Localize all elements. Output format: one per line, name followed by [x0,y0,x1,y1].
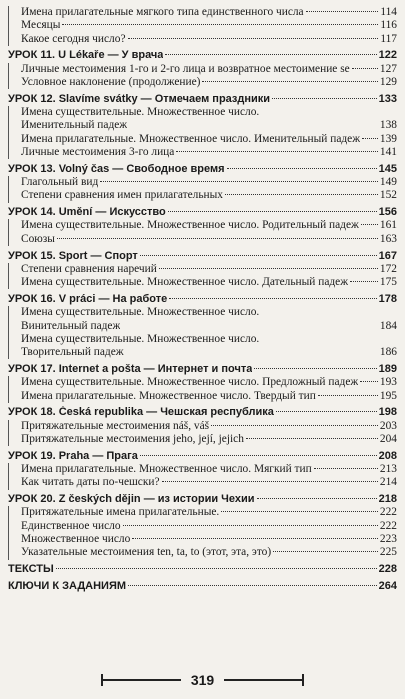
toc-entry-title: ТЕКСТЫ [8,563,54,576]
toc-entry-row [8,333,397,346]
toc-page-number: 198 [378,406,397,419]
dot-leader [176,151,378,152]
toc-entry-title: Имена существительные. Множественное число. [21,106,260,119]
dot-leader [62,24,378,25]
toc-entry-row [8,463,397,476]
page-number: 319 [190,672,215,688]
toc-page-number: 122 [378,49,397,62]
toc-entry-row [8,189,397,202]
toc-page-number: 203 [379,419,397,432]
dot-leader [132,538,378,539]
toc-page-number: 225 [379,546,397,559]
toc-page-number: 204 [379,432,397,445]
dot-leader [273,551,378,552]
toc-lesson-row [8,206,397,219]
toc-entry-title: Имена прилагательные. Множественное число. Мягкий тип [21,463,312,475]
toc-entry-title: Имена существительные. Множественное число. Родительный падеж [21,219,359,232]
dot-leader [57,238,378,239]
toc-page-number: 163 [379,232,397,245]
toc-page-number: 214 [379,476,397,489]
dot-leader [211,425,378,426]
toc-entry-title: Степени сравнения наречий [21,262,157,275]
toc-entry-row [8,390,397,403]
dot-leader [318,395,378,396]
toc-entry-title: Притяжательные местоимения náš, váš [21,419,210,432]
toc-entry-title: Имена прилагательные. Множественное число. Твердый тип [21,389,316,402]
dot-leader [314,468,378,469]
toc-page-number: 189 [378,362,397,375]
toc-lesson-row [8,363,397,376]
dot-leader [169,298,376,299]
toc-entry-title: Условное наклонение (продолжение) [21,75,201,88]
toc-entry-title: УРОК 11. U Lékaře — У врача [8,49,164,62]
dot-leader [128,585,377,586]
dot-leader [350,281,378,282]
toc-page-number: 149 [379,176,397,189]
toc-entry-row [8,346,397,359]
toc-lesson-row [8,49,397,62]
toc-entry-title: Имена существительные. Множественное число. Предложный падеж [21,376,359,389]
dot-leader [140,255,377,256]
toc-page-number: 193 [379,376,397,389]
dot-leader [168,211,377,212]
toc-entry-row [8,276,397,289]
toc-entry-title: Имена прилагательные мягкого типа единственного числа [21,6,304,18]
toc-page-number: 141 [379,145,397,158]
toc-entry-title: Как читать даты по-чешски? [21,476,160,489]
toc-page-number: 156 [378,206,397,219]
toc-entry-title: Глагольный вид [21,176,99,189]
toc-entry-title: УРОК 14. Umění — Искусство [8,206,166,219]
toc-entry-row [8,420,397,433]
toc-entry-title: Винительный падеж [21,319,121,332]
toc-page-number: 186 [379,346,397,359]
toc-entry-title: Месяцы [21,19,61,32]
dot-leader [221,511,378,512]
dot-leader [272,98,377,99]
toc-entry-row [8,6,397,19]
toc-entry-title: Имена существительные. Множественное число. [21,306,260,319]
toc-entry-title: УРОК 19. Praha — Прага [8,449,138,462]
toc-entry-title: Притяжательные местоимения jeho, její, jejich [21,432,244,445]
toc-entry-row [8,233,397,246]
toc-page-number: 222 [379,519,397,532]
toc-page-number: 145 [378,162,397,175]
toc-lesson-row [8,493,397,506]
left-ornament [101,674,181,686]
toc-entry-title: УРОК 15. Sport — Спорт [8,249,138,262]
toc-entry-row [8,33,397,46]
dot-leader [140,455,377,456]
toc-entry-row [8,63,397,76]
toc-page-number: 175 [379,276,397,289]
toc-entry-title: Единственное число [21,519,121,532]
toc-page-number: 129 [379,75,397,88]
toc-entry-row [8,219,397,232]
toc-entry-row [8,306,397,319]
toc-page-number: 213 [379,463,397,475]
toc-page-number: 117 [380,32,397,45]
toc-entry-row [8,176,397,189]
dot-leader [361,224,378,225]
toc-entry-title: Какое сегодня число? [21,32,126,45]
toc-lesson-row [8,93,397,106]
toc-entry-title: Притяжательные имена прилагательные. [21,506,220,519]
toc-entry-title: УРОК 18. Česká republika — Чешская республика [8,406,274,419]
dot-leader [352,68,378,69]
toc-entry-row [8,433,397,446]
toc-entry-row [8,263,397,276]
toc-page-number: 138 [379,119,397,132]
toc-entry-title: Именительный падеж [21,119,128,132]
toc-entry-row [8,506,397,519]
toc-page-number: 116 [380,19,397,32]
dot-leader [202,81,377,82]
toc-entry-title: УРОК 12. Slavíme svátky — Отмечаем праздники [8,92,271,105]
toc-page-number: 195 [379,389,397,402]
toc-page-number: 172 [379,262,397,275]
toc-entry-row [8,376,397,389]
toc-entry-title: Степени сравнения имен прилагательных [21,189,224,202]
dot-leader [362,138,378,139]
toc-lesson-row [8,250,397,263]
dot-leader [128,38,379,39]
toc-section-row [8,563,397,576]
toc-page-number: 133 [378,92,397,105]
page-footer [0,668,405,692]
toc-entry-title: КЛЮЧИ К ЗАДАНИЯМ [8,579,127,592]
toc-lesson-row [8,163,397,176]
toc-page-number: 184 [379,319,397,332]
dot-leader [246,438,378,439]
toc-lesson-row [8,293,397,306]
dot-leader [225,194,378,195]
toc-page-number: 114 [380,6,397,18]
toc-entry-title: Имена существительные. Множественное число. [21,332,260,345]
toc-page-number: 223 [379,532,397,545]
toc-entry-row [8,320,397,333]
toc-lesson-row [8,406,397,419]
toc-entry-row [8,520,397,533]
dot-leader [162,481,378,482]
right-ornament [224,674,304,686]
dot-leader [276,411,377,412]
dot-leader [254,368,376,369]
dot-leader [360,381,378,382]
toc-entry-title: УРОК 17. Internet a pošta — Интернет и почта [8,362,253,375]
toc-page-number: 218 [378,493,397,506]
toc-page-number: 208 [378,449,397,462]
dot-leader [123,525,378,526]
toc-entry-row [8,19,397,32]
toc-page-number: 167 [378,249,397,262]
toc-page-number: 152 [379,189,397,202]
toc-page-number: 139 [379,132,397,145]
toc-entry-title: УРОК 13. Volný čas — Свободное время [8,162,225,175]
toc-entry-title: Указательные местоимения ten, ta, to (этот, эта, это) [21,546,272,559]
toc-entry-row [8,546,397,559]
toc-page-number: 127 [379,62,397,75]
toc-lesson-row [8,450,397,463]
toc-entry-row [8,133,397,146]
toc-page-number: 161 [379,219,397,232]
dot-leader [306,11,379,12]
toc-entry-title: Союзы [21,232,55,245]
toc-entry-row [8,106,397,119]
table-of-contents [8,6,397,593]
toc-page-number: 222 [379,506,397,519]
toc-entry-row [8,146,397,159]
dot-leader [257,498,377,499]
toc-section-row [8,580,397,593]
toc-entry-row [8,119,397,132]
toc-entry-title: Личные местоимения 3-го лица [21,145,175,158]
toc-entry-title: Творительный падеж [21,346,124,359]
toc-entry-row [8,533,397,546]
toc-entry-title: УРОК 16. V práci — На работе [8,292,168,305]
dot-leader [227,168,377,169]
toc-entry-title: Имена существительные. Множественное число. Дательный падеж [21,276,349,289]
dot-leader [165,54,376,55]
toc-entry-row [8,76,397,89]
toc-entry-row [8,476,397,489]
dot-leader [56,568,377,569]
toc-entry-title: Имена прилагательные. Множественное число. Именительный падеж [21,132,361,145]
toc-page-number: 264 [378,579,397,592]
dot-leader [100,181,378,182]
toc-page-number: 228 [378,563,397,576]
toc-page-number: 178 [378,292,397,305]
dot-leader [159,268,378,269]
toc-entry-title: Личные местоимения 1-го и 2-го лица и возвратное местоимение se [21,62,350,75]
toc-entry-title: Множественное число [21,532,131,545]
toc-entry-title: УРОК 20. Z českých dějin — из истории Чехии [8,493,255,506]
